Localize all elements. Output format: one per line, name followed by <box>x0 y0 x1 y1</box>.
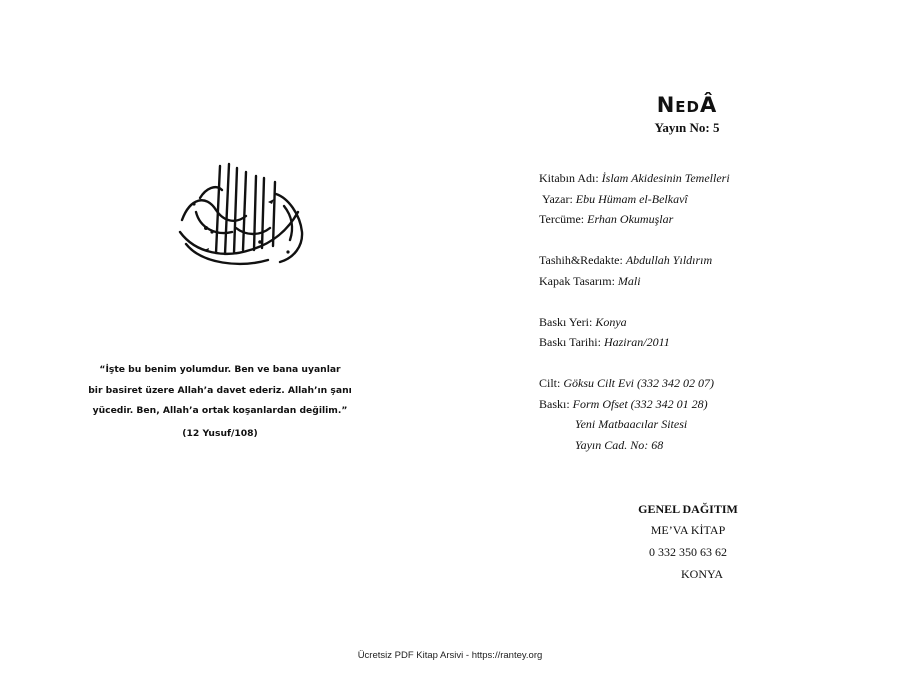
author-label: Yazar: <box>542 191 576 206</box>
binding-row <box>539 373 789 394</box>
translation-value: Erhan Okumuşlar <box>587 212 674 226</box>
binding-value: Göksu Cilt Evi (332 342 02 07) <box>563 376 714 390</box>
print-place-row <box>539 312 789 333</box>
printer-address-line-2: Yayın Cad. No: 68 <box>575 437 664 452</box>
binding-label: Cilt: <box>539 376 564 390</box>
author-row <box>539 189 789 210</box>
print-date-value: Haziran/2011 <box>603 335 670 349</box>
print-place-label: Baskı Yeri: <box>539 314 596 329</box>
quote-line: bir basiret üzere Allah’a davet ederiz. Allah’ın şanı <box>88 384 352 396</box>
distribution-company: ME’VA KİTAP <box>650 523 726 537</box>
cover-value: Mali <box>617 273 641 288</box>
printer-label: Baskı: <box>539 396 573 411</box>
distribution-phone: 0 332 350 63 62 <box>649 545 727 559</box>
editing-row <box>539 250 789 271</box>
cover-label: Kapak Tasarım: <box>539 273 618 288</box>
quote-block <box>70 360 370 444</box>
printer-row <box>539 394 789 415</box>
print-place-value: Konya <box>595 314 627 329</box>
distribution-block <box>600 499 776 585</box>
translation-label: Tercüme: <box>539 212 588 226</box>
page-footer: Ücretsiz PDF Kitap Arsivi - https://rantey.org <box>357 650 543 661</box>
cover-row <box>539 271 789 292</box>
book-title-value: İslam Akidesinin Temelleri <box>601 171 730 185</box>
distribution-city: KONYA <box>681 567 723 581</box>
book-title-label: Kitabın Adı: <box>539 171 602 185</box>
editing-value: Abdullah Yıldırım <box>625 253 713 267</box>
imprint-details <box>539 168 789 455</box>
print-date-row <box>539 332 789 353</box>
translation-row <box>539 209 789 230</box>
series-number: Yayın No: 5 <box>654 120 720 135</box>
author-value: Ebu Hümam el-Belkavî <box>575 191 688 206</box>
basmala-calligraphy-icon <box>176 158 310 270</box>
distribution-title: GENEL DAĞITIM <box>638 502 738 516</box>
quote-line: yücedir. Ben, Allah’a ortak koşanlardan değilim.” <box>92 405 348 416</box>
editing-label: Tashih&Redakte: <box>539 253 626 267</box>
quote-line: “İşte bu benim yolumdur. Ben ve bana uyanlar <box>99 364 341 375</box>
printer-value: Form Ofset (332 342 01 28) <box>572 396 708 411</box>
printer-address-line-1: Yeni Matbaacılar Sitesi <box>575 417 688 431</box>
quote-reference: (12 Yusuf/108) <box>182 427 258 439</box>
publisher-header <box>600 92 774 136</box>
book-title-row <box>539 168 789 189</box>
print-date-label: Baskı Tarihi: <box>539 335 604 349</box>
publisher-logo: NedÂ <box>656 93 718 117</box>
